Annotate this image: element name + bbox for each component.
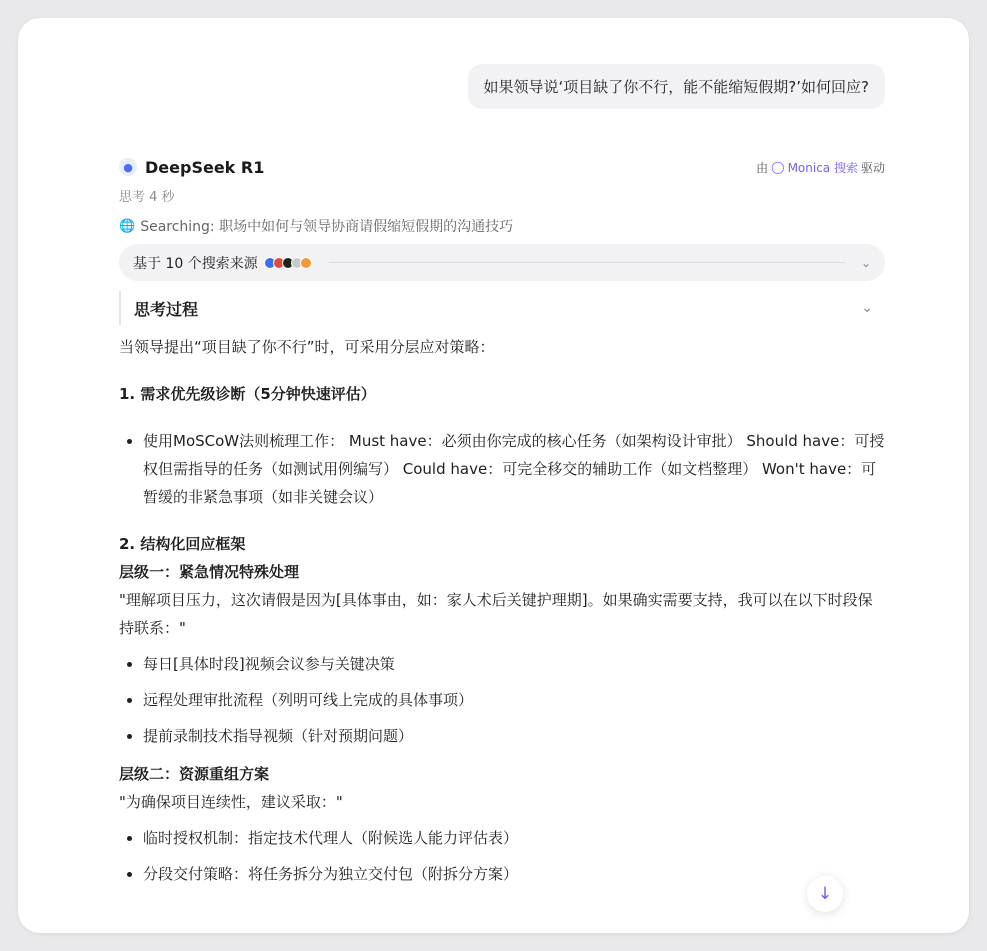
list-item: • 提前录制技术指导视频（针对预期问题） xyxy=(143,722,885,750)
chevron-down-icon[interactable]: ⌄ xyxy=(860,255,871,270)
subsection-heading: 层级一：紧急情况特殊处理 xyxy=(119,563,300,581)
level2-quote: "为确保项目连续性，建议采取：" xyxy=(119,793,343,811)
globe-icon: 🌐 xyxy=(119,218,136,234)
subsection-heading: 层级二：资源重组方案 xyxy=(119,765,270,783)
chat-window xyxy=(18,18,969,933)
answer-intro: 当领导提出“项目缺了你不行”时，可采用分层应对策略： xyxy=(119,338,495,356)
level1-list xyxy=(119,650,885,750)
scroll-to-bottom-button[interactable] xyxy=(807,876,843,912)
model-header xyxy=(119,154,885,180)
monica-search-icon: ◯ xyxy=(771,160,785,174)
thinking-process-toggle[interactable] xyxy=(119,291,885,325)
list-item: • 分段交付策略：将任务拆分为独立交付包（附拆分方案） xyxy=(143,860,885,888)
searching-text: Searching: 职场中如何与领导协商请假缩短假期的沟通技巧 xyxy=(140,219,514,235)
answer-body xyxy=(119,333,885,888)
sources-label: 基于 10 个搜索来源 xyxy=(133,255,258,272)
section1-list xyxy=(119,427,885,511)
list-item: • 远程处理审批流程（列明可线上完成的具体事项） xyxy=(143,686,885,714)
powered-by xyxy=(756,159,885,176)
monica-search-link[interactable]: Monica 搜索 xyxy=(787,160,858,175)
powered-prefix: 由 xyxy=(756,160,769,175)
list-item: • 每日[具体时段]视频会议参与关键决策 xyxy=(143,650,885,678)
source-favicon-icon xyxy=(300,257,312,269)
searching-status xyxy=(119,216,885,236)
model-info xyxy=(119,158,264,177)
sources-divider xyxy=(329,262,845,263)
level2-list xyxy=(119,824,885,888)
list-item: • 临时授权机制：指定技术代理人（附候选人能力评估表） xyxy=(143,824,885,852)
section-heading: 1. 需求优先级诊断（5分钟快速评估） xyxy=(119,385,376,403)
powered-suffix: 驱动 xyxy=(860,160,885,175)
think-time: 思考 4 秒 xyxy=(119,190,175,205)
user-message-bubble: 如果领导说‘项目缺了你不行，能不能缩短假期?’如何回应? xyxy=(468,64,885,109)
section-heading: 2. 结构化回应框架 xyxy=(119,535,246,553)
sources-bar[interactable] xyxy=(119,244,885,281)
thinking-title: 思考过程 xyxy=(134,299,199,319)
source-favicons xyxy=(264,257,309,269)
list-item: • 使用MoSCoW法则梳理工作： Must have：必须由你完成的核心任务（如架构设计审批） Should have：可授权但需指导的任务（如测试用例编写） Could have：可完全移交的辅助工作（如文档整理） Won't have：可暂缓的非紧急事项（如非关键会议） xyxy=(143,427,885,511)
deepseek-logo-icon: ● xyxy=(119,158,137,176)
arrow-down-icon: ↓ xyxy=(817,884,833,904)
chevron-down-icon[interactable]: ⌄ xyxy=(861,300,873,316)
model-name: DeepSeek R1 xyxy=(145,157,265,177)
assistant-response xyxy=(119,154,885,896)
level1-quote: "理解项目压力，这次请假是因为[具体事由，如：家人术后关键护理期]。如果确实需要支持，我可以在以下时段保持联系：" xyxy=(119,591,873,637)
